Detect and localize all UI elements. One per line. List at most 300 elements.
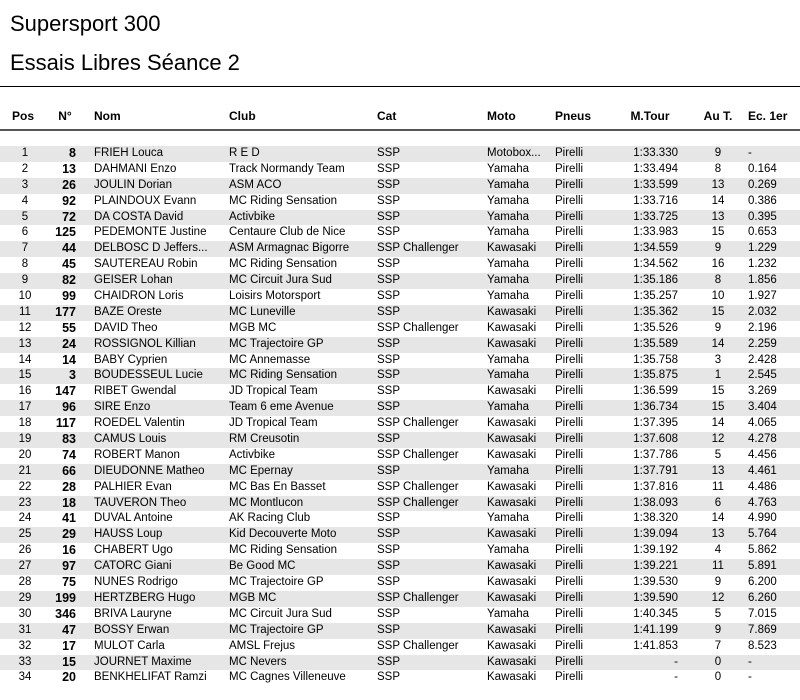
cell-pneus: Pirelli: [555, 544, 584, 557]
cell-club: MC Trajectoire GP: [229, 576, 324, 589]
cell-cat: SSP: [377, 194, 401, 207]
cell-moto: Kawasaki: [487, 242, 537, 255]
cell-best-lap: 1:36.734: [633, 401, 678, 414]
cell-num: 28: [62, 479, 76, 494]
cell-moto: Yamaha: [487, 274, 529, 287]
cell-pneus: Pirelli: [555, 162, 584, 175]
cell-cat: SSP: [377, 210, 401, 223]
table-row: [0, 146, 800, 162]
cell-gap: 1.229: [748, 242, 777, 255]
cell-pos: 8: [21, 258, 29, 271]
cell-club: Team 6 eme Avenue: [229, 401, 334, 414]
cell-moto: Kawasaki: [487, 560, 537, 573]
cell-moto: Kawasaki: [487, 528, 537, 541]
cell-num: 44: [62, 241, 76, 256]
cell-moto: Yamaha: [487, 544, 529, 557]
cell-lap-at: 8: [714, 274, 722, 287]
cell-pneus: Pirelli: [555, 258, 584, 271]
table-row: [0, 591, 800, 607]
cell-cat: SSP: [377, 655, 401, 668]
cell-cat: SSP: [377, 178, 401, 191]
cell-pneus: Pirelli: [555, 242, 584, 255]
cell-cat: SSP: [377, 369, 401, 382]
cell-cat: SSP: [377, 226, 401, 239]
cell-nom: DA COSTA David: [94, 210, 184, 223]
cell-best-lap: 1:41.199: [633, 623, 678, 636]
cell-num: 66: [62, 463, 76, 478]
cell-best-lap: 1:39.221: [633, 560, 678, 573]
cell-nom: BAZE Oreste: [94, 305, 162, 318]
table-row: [0, 607, 800, 623]
cell-club: Loisirs Motorsport: [229, 290, 321, 303]
cell-pos: 13: [18, 337, 32, 350]
cell-lap-at: 9: [714, 623, 722, 636]
cell-pneus: Pirelli: [555, 353, 584, 366]
cell-cat: SSP: [377, 290, 401, 303]
cell-pos: 1: [21, 147, 29, 159]
cell-num: 45: [62, 257, 76, 272]
cell-lap-at: 5: [714, 448, 722, 461]
cell-gap: 2.545: [748, 369, 777, 382]
cell-best-lap: 1:37.608: [633, 433, 678, 446]
cell-nom: HAUSS Loup: [94, 528, 163, 541]
cell-best-lap: 1:35.257: [633, 290, 678, 303]
table-row: [0, 194, 800, 210]
cell-moto: Kawasaki: [487, 655, 537, 668]
cell-pneus: Pirelli: [555, 305, 584, 318]
table-row: [0, 289, 800, 305]
cell-pos: 9: [21, 274, 29, 287]
cell-pneus: Pirelli: [555, 496, 584, 509]
cell-gap: 4.486: [748, 480, 777, 493]
cell-pos: 24: [18, 512, 32, 525]
cell-club: R E D: [229, 147, 260, 159]
cell-best-lap: 1:36.599: [633, 385, 678, 398]
cell-gap: 3.269: [748, 385, 777, 398]
cell-best-lap: 1:33.716: [633, 194, 678, 207]
table-row: [0, 210, 800, 226]
cell-pneus: Pirelli: [555, 290, 584, 303]
cell-pos: 17: [18, 401, 32, 414]
cell-cat: SSP: [377, 305, 401, 318]
cell-moto: Kawasaki: [487, 639, 537, 652]
cell-lap-at: 15: [711, 401, 725, 414]
cell-cat: SSP: [377, 544, 401, 557]
cell-pos: 31: [18, 623, 32, 636]
cell-moto: Kawasaki: [487, 417, 537, 430]
cell-lap-at: 14: [711, 337, 725, 350]
header-best-lap: M.Tour: [630, 109, 670, 123]
cell-moto: Yamaha: [487, 226, 529, 239]
table-row: [0, 464, 800, 480]
cell-nom: RIBET Gwendal: [94, 385, 177, 398]
cell-lap-at: 0: [714, 671, 722, 684]
cell-num: 13: [62, 161, 76, 176]
header-divider: [0, 129, 800, 131]
cell-cat: SSP Challenger: [377, 321, 459, 334]
cell-num: 346: [55, 606, 76, 621]
cell-moto: Kawasaki: [487, 321, 537, 334]
cell-lap-at: 13: [711, 178, 725, 191]
table-row: [0, 575, 800, 591]
table-row: [0, 655, 800, 671]
cell-club: Centaure Club de Nice: [229, 226, 346, 239]
cell-best-lap: 1:35.526: [633, 321, 678, 334]
cell-best-lap: 1:40.345: [633, 607, 678, 620]
table-row: [0, 432, 800, 448]
cell-lap-at: 12: [711, 433, 725, 446]
cell-best-lap: 1:35.758: [633, 353, 678, 366]
cell-club: MC Circuit Jura Sud: [229, 274, 332, 287]
cell-gap: 2.032: [748, 305, 777, 318]
cell-nom: SAUTEREAU Robin: [94, 258, 198, 271]
cell-gap: 3.404: [748, 401, 777, 414]
cell-nom: FRIEH Louca: [94, 147, 164, 159]
cell-nom: CHABERT Ugo: [94, 544, 173, 557]
cell-cat: SSP Challenger: [377, 417, 459, 430]
cell-lap-at: 11: [712, 480, 724, 493]
cell-num: 29: [62, 527, 76, 542]
cell-club: Kid Decouverte Moto: [229, 528, 337, 541]
cell-pneus: Pirelli: [555, 194, 584, 207]
cell-gap: 4.461: [748, 464, 777, 477]
header-gap: Ec. 1er: [748, 109, 788, 123]
cell-pos: 32: [18, 639, 32, 652]
cell-pos: 15: [18, 369, 32, 382]
cell-club: MC Trajectoire GP: [229, 337, 324, 350]
cell-club: MC Epernay: [229, 464, 293, 477]
cell-lap-at: 16: [711, 258, 725, 271]
cell-lap-at: 13: [711, 528, 725, 541]
cell-pneus: Pirelli: [555, 401, 584, 414]
cell-lap-at: 9: [714, 576, 722, 589]
cell-gap: 8.523: [748, 639, 777, 652]
cell-moto: Yamaha: [487, 290, 529, 303]
cell-best-lap: 1:35.362: [633, 305, 678, 318]
cell-club: MC Riding Sensation: [229, 544, 338, 557]
cell-club: Be Good MC: [229, 560, 296, 573]
cell-lap-at: 10: [711, 290, 725, 303]
cell-cat: SSP Challenger: [377, 496, 459, 509]
cell-cat: SSP: [377, 433, 401, 446]
cell-club: MC Nevers: [229, 655, 287, 668]
cell-pos: 21: [18, 464, 32, 477]
cell-nom: DAHMANI Enzo: [94, 162, 177, 175]
cell-club: MC Bas En Basset: [229, 480, 326, 493]
cell-pneus: Pirelli: [555, 226, 584, 239]
cell-num: 41: [62, 511, 76, 526]
cell-lap-at: 8: [714, 162, 722, 175]
cell-gap: -: [748, 655, 752, 668]
cell-moto: Kawasaki: [487, 591, 537, 604]
cell-gap: 0.653: [748, 226, 777, 239]
cell-gap: 5.764: [748, 528, 777, 541]
table-row: [0, 543, 800, 559]
cell-cat: SSP: [377, 623, 401, 636]
cell-cat: SSP: [377, 671, 401, 684]
cell-moto: Yamaha: [487, 369, 529, 382]
cell-moto: Yamaha: [487, 258, 529, 271]
cell-cat: SSP: [377, 560, 401, 573]
cell-moto: Kawasaki: [487, 480, 537, 493]
table-row: [0, 400, 800, 416]
cell-nom: CAMUS Louis: [94, 433, 167, 446]
cell-best-lap: 1:38.093: [633, 496, 678, 509]
cell-moto: Kawasaki: [487, 337, 537, 350]
cell-gap: -: [748, 671, 752, 684]
header-pos: Pos: [11, 109, 34, 123]
cell-best-lap: 1:34.559: [633, 242, 678, 255]
table-row: [0, 241, 800, 257]
session-subtitle: Essais Libres Séance 2: [10, 50, 240, 75]
cell-gap: -: [748, 147, 752, 159]
cell-gap: 2.196: [748, 321, 777, 334]
cell-best-lap: 1:35.875: [633, 369, 678, 382]
cell-club: RM Creusotin: [229, 433, 300, 446]
cell-num: 92: [62, 193, 76, 208]
cell-gap: 2.259: [748, 337, 777, 350]
cell-pneus: Pirelli: [555, 147, 584, 159]
cell-lap-at: 15: [711, 385, 725, 398]
cell-best-lap: 1:39.094: [633, 528, 678, 541]
cell-cat: SSP: [377, 162, 401, 175]
table-row: [0, 273, 800, 289]
cell-gap: 6.260: [748, 591, 777, 604]
results-table: [0, 146, 800, 686]
cell-club: Track Normandy Team: [229, 162, 345, 175]
cell-pneus: Pirelli: [555, 639, 584, 652]
cell-nom: GEISER Lohan: [94, 274, 173, 287]
cell-lap-at: 5: [714, 607, 722, 620]
cell-best-lap: 1:34.562: [633, 258, 678, 271]
cell-moto: Yamaha: [487, 512, 529, 525]
cell-lap-at: 4: [714, 544, 722, 557]
cell-club: Activbike: [229, 448, 276, 461]
cell-pos: 22: [18, 480, 32, 493]
cell-pneus: Pirelli: [555, 655, 584, 668]
cell-lap-at: 6: [714, 496, 722, 509]
cell-nom: ROSSIGNOL Killian: [94, 337, 196, 350]
table-row: [0, 305, 800, 321]
cell-pos: 26: [18, 544, 32, 557]
cell-lap-at: 3: [714, 353, 722, 366]
cell-nom: NUNES Rodrigo: [94, 576, 178, 589]
header-num: N°: [58, 109, 72, 123]
cell-pneus: Pirelli: [555, 337, 584, 350]
cell-best-lap: 1:37.395: [633, 417, 678, 430]
table-row: [0, 353, 800, 369]
cell-moto: Motobox...: [487, 147, 541, 159]
cell-pos: 2: [21, 162, 29, 175]
cell-pos: 4: [21, 194, 29, 207]
table-row: [0, 384, 800, 400]
cell-club: ASM Armagnac Bigorre: [229, 242, 350, 255]
cell-nom: ROBERT Manon: [94, 448, 180, 461]
cell-moto: Kawasaki: [487, 305, 537, 318]
cell-club: AMSL Frejus: [229, 639, 296, 652]
cell-gap: 5.862: [748, 544, 777, 557]
cell-lap-at: 7: [714, 639, 722, 652]
header-moto: Moto: [487, 109, 516, 123]
cell-cat: SSP: [377, 528, 401, 541]
cell-cat: SSP: [377, 464, 401, 477]
table-header: [0, 107, 800, 125]
cell-lap-at: 0: [714, 655, 722, 668]
cell-lap-at: 14: [711, 194, 725, 207]
cell-num: 55: [62, 320, 76, 335]
table-row: [0, 511, 800, 527]
cell-cat: SSP: [377, 385, 401, 398]
cell-cat: SSP: [377, 258, 401, 271]
cell-moto: Yamaha: [487, 353, 529, 366]
cell-pneus: Pirelli: [555, 178, 584, 191]
cell-pneus: Pirelli: [555, 623, 584, 636]
cell-cat: SSP Challenger: [377, 242, 459, 255]
cell-moto: Yamaha: [487, 401, 529, 414]
cell-num: 24: [62, 336, 76, 351]
cell-nom: BOSSY Erwan: [94, 623, 170, 636]
cell-best-lap: 1:39.530: [633, 576, 678, 589]
cell-moto: Kawasaki: [487, 433, 537, 446]
cell-club: ASM ACO: [229, 178, 282, 191]
cell-club: MC Riding Sensation: [229, 258, 338, 271]
title-divider: [0, 86, 800, 87]
cell-nom: BENKHELIFAT Ramzi: [94, 671, 207, 684]
cell-pos: 20: [18, 448, 32, 461]
cell-cat: SSP Challenger: [377, 448, 459, 461]
cell-best-lap: 1:35.186: [633, 274, 678, 287]
cell-best-lap: 1:35.589: [633, 337, 678, 350]
cell-cat: SSP: [377, 337, 401, 350]
cell-pos: 25: [18, 528, 32, 541]
cell-pneus: Pirelli: [555, 274, 584, 287]
cell-num: 47: [62, 622, 76, 637]
cell-best-lap: 1:37.786: [633, 448, 678, 461]
cell-num: 18: [62, 495, 76, 510]
cell-cat: SSP: [377, 353, 401, 366]
cell-pneus: Pirelli: [555, 210, 584, 223]
page-title: Supersport 300: [10, 11, 161, 36]
cell-cat: SSP: [377, 512, 401, 525]
cell-num: 117: [55, 416, 76, 431]
header-pneus: Pneus: [555, 109, 592, 123]
cell-moto: Yamaha: [487, 178, 529, 191]
cell-gap: 0.395: [748, 210, 777, 223]
cell-best-lap: 1:33.725: [633, 210, 678, 223]
cell-nom: CATORC Giani: [94, 560, 172, 573]
cell-best-lap: 1:37.816: [633, 480, 678, 493]
cell-nom: PLAINDOUX Evann: [94, 194, 197, 207]
cell-lap-at: 15: [711, 226, 725, 239]
cell-gap: 4.763: [748, 496, 777, 509]
cell-num: 83: [62, 432, 76, 447]
cell-club: MC Montlucon: [229, 496, 304, 509]
cell-lap-at: 9: [714, 242, 722, 255]
cell-pneus: Pirelli: [555, 433, 584, 446]
cell-num: 8: [69, 146, 76, 160]
cell-nom: DAVID Theo: [94, 321, 158, 334]
cell-pos: 3: [21, 178, 29, 191]
table-row: [0, 178, 800, 194]
cell-pneus: Pirelli: [555, 480, 584, 493]
table-row: [0, 480, 800, 496]
cell-club: MC Annemasse: [229, 353, 311, 366]
cell-pneus: Pirelli: [555, 576, 584, 589]
cell-nom: ROEDEL Valentin: [94, 417, 185, 430]
cell-gap: 0.164: [748, 162, 777, 175]
cell-moto: Yamaha: [487, 162, 529, 175]
cell-num: 20: [62, 670, 76, 685]
cell-lap-at: 9: [714, 321, 722, 334]
cell-moto: Yamaha: [487, 210, 529, 223]
table-row: [0, 559, 800, 575]
cell-pos: 27: [18, 560, 32, 573]
cell-club: JD Tropical Team: [229, 385, 318, 398]
cell-moto: Yamaha: [487, 194, 529, 207]
cell-cat: SSP Challenger: [377, 591, 459, 604]
cell-club: Activbike: [229, 210, 276, 223]
cell-club: MC Trajectoire GP: [229, 623, 324, 636]
cell-lap-at: 14: [711, 512, 725, 525]
cell-moto: Yamaha: [487, 464, 529, 477]
cell-moto: Kawasaki: [487, 576, 537, 589]
cell-best-lap: -: [674, 671, 678, 684]
cell-nom: JOURNET Maxime: [94, 655, 192, 668]
cell-pos: 19: [18, 433, 32, 446]
cell-num: 3: [69, 368, 76, 383]
cell-pneus: Pirelli: [555, 369, 584, 382]
cell-pos: 34: [18, 671, 32, 684]
cell-lap-at: 15: [711, 305, 725, 318]
cell-num: 72: [62, 209, 76, 224]
header-club: Club: [229, 109, 256, 123]
cell-num: 14: [62, 352, 76, 367]
cell-pneus: Pirelli: [555, 417, 584, 430]
cell-num: 74: [62, 447, 76, 462]
cell-pneus: Pirelli: [555, 448, 584, 461]
cell-num: 17: [62, 638, 76, 653]
cell-best-lap: 1:33.599: [633, 178, 678, 191]
cell-nom: DIEUDONNE Matheo: [94, 464, 205, 477]
cell-num: 177: [55, 304, 76, 319]
cell-nom: JOULIN Dorian: [94, 178, 172, 191]
cell-nom: BOUDESSEUL Lucie: [94, 369, 203, 382]
cell-cat: SSP: [377, 147, 401, 159]
cell-cat: SSP Challenger: [377, 480, 459, 493]
cell-cat: SSP: [377, 401, 401, 414]
cell-cat: SSP Challenger: [377, 639, 459, 652]
cell-nom: DELBOSC D Jeffers...: [94, 242, 208, 255]
cell-club: MC Cagnes Villeneuve: [229, 671, 346, 684]
table-row: [0, 527, 800, 543]
cell-lap-at: 11: [712, 560, 724, 573]
cell-nom: BRIVA Lauryne: [94, 607, 172, 620]
cell-moto: Kawasaki: [487, 623, 537, 636]
cell-nom: MULOT Carla: [94, 639, 165, 652]
cell-nom: PEDEMONTE Justine: [94, 226, 207, 239]
cell-club: MGB MC: [229, 321, 277, 334]
cell-gap: 7.869: [748, 623, 777, 636]
cell-gap: 2.428: [748, 353, 777, 366]
cell-gap: 4.278: [748, 433, 777, 446]
cell-moto: Kawasaki: [487, 671, 537, 684]
cell-club: MC Circuit Jura Sud: [229, 607, 332, 620]
cell-gap: 1.927: [748, 290, 777, 303]
cell-moto: Kawasaki: [487, 448, 537, 461]
cell-pneus: Pirelli: [555, 512, 584, 525]
header-nom: Nom: [94, 109, 121, 123]
cell-nom: TAUVERON Theo: [94, 496, 187, 509]
